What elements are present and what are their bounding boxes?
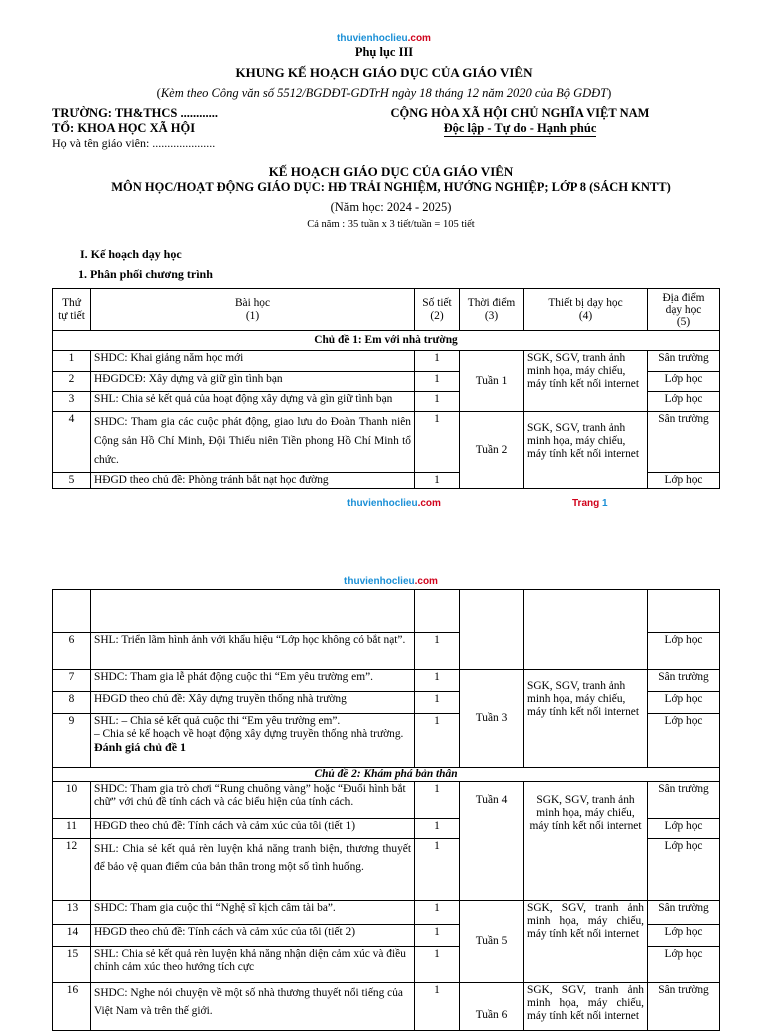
col-header-time: Thời điểm (3) xyxy=(460,289,524,331)
col-header-lesson: Bài học (1) xyxy=(91,289,415,331)
republic-heading: CỘNG HÒA XÃ HỘI CHỦ NGHĨA VIỆT NAM xyxy=(390,106,650,120)
appendix-label: Phụ lục III xyxy=(354,45,414,59)
program-table-page2 xyxy=(52,589,720,1031)
watermark-top-page2: thuvienhoclieu.com xyxy=(344,576,438,587)
subsection-heading: 1. Phân phối chương trình xyxy=(78,267,213,281)
table-row: 14 HĐGD theo chủ đề: Tính cách và cảm xúc của tôi (tiết 2) 1 Lớp học xyxy=(53,925,720,947)
department-name: TỔ: KHOA HỌC XÃ HỘI xyxy=(52,121,196,135)
page-number: Trang 1 xyxy=(572,498,608,509)
col-header-equipment: Thiết bị dạy học (4) xyxy=(524,289,648,331)
table-row: 15 SHL: Chia sẻ kết quả rèn luyện khả năng nhận diện cảm xúc và điều chỉnh cảm xúc theo hướng tích cực 1 Lớp học xyxy=(53,947,720,983)
topic-row: Chủ đề 1: Em với nhà trường xyxy=(53,331,720,351)
motto: Độc lập - Tự do - Hạnh phúc xyxy=(443,121,597,135)
table-row: 4 SHDC: Tham gia các cuộc phát động, giao lưu do Đoàn Thanh niên Cộng sản Hồ Chí Minh, Đội Thiếu niên Tiền phong Hồ Chí Minh tổ chức. 1 Tuần 2 SGK, SGV, tranh ảnh minh họa, máy chiếu, máy tính kết nối internet Sân trường xyxy=(53,412,720,473)
watermark-top: thuvienhoclieu.com xyxy=(337,33,431,44)
topic-row: Chủ đề 2: Khám phá bản thân xyxy=(53,768,720,782)
reference-line: (Kèm theo Công văn số 5512/BGDĐT-GDTrH ngày 18 tháng 12 năm 2020 của Bộ GDĐT) xyxy=(156,86,612,100)
table-row: 3 SHL: Chia sẻ kết quả của hoạt động xây dựng và gìn giữ tình bạn 1 Lớp học xyxy=(53,392,720,412)
table-row: 5 HĐGD theo chủ đề: Phòng tránh bắt nạt học đường 1 Lớp học xyxy=(53,473,720,489)
teacher-name: Họ và tên giáo viên: ..................... xyxy=(52,136,216,150)
table-row: 12 SHL: Chia sẻ kết quả rèn luyện khả năng tranh biện, thương thuyết để bảo vệ quan điểm của bản thân trong một số tình huống. 1 Lớp học xyxy=(53,839,720,901)
table-row: 6 SHL: Triển lãm hình ảnh với khẩu hiệu “Lớp học không có bắt nạt”. 1 Lớp học xyxy=(53,633,720,670)
school-name: TRƯỜNG: TH&THCS ............ xyxy=(52,106,218,120)
program-table-page1 xyxy=(52,288,720,489)
table-row: 13 SHDC: Tham gia cuộc thi “Nghệ sĩ kịch câm tài ba”. 1 Tuần 5 SGK, SGV, tranh ảnh minh họa, máy chiếu, máy tính kết nối internet Sân trường xyxy=(53,901,720,925)
col-header-stt: Thứ tự tiết xyxy=(53,289,91,331)
table-row: 10 SHDC: Tham gia trò chơi “Rung chuông vàng” hoặc “Đuổi hình bắt chữ” với chủ đề tính cách và các biểu hiện của tính cách. 1 Tuần 4 SGK, SGV, tranh ảnh minh họa, máy chiếu, máy tính kết nối internet Sân trường xyxy=(53,782,720,819)
col-header-place: Địa điểm dạy học (5) xyxy=(648,289,720,331)
table-row: 1 SHDC: Khai giảng năm học mới 1 Tuần 1 SGK, SGV, tranh ảnh minh họa, máy chiếu, máy tính kết nối internet Sân trường xyxy=(53,351,720,372)
table-row-empty xyxy=(53,590,720,633)
table-row: 16 SHDC: Nghe nói chuyện về một số nhà thương thuyết nổi tiếng của Việt Nam và trên thế giới. 1 Tuần 6 SGK, SGV, tranh ảnh minh họa, máy chiếu, máy tính kết nối internet Sân trường xyxy=(53,983,720,1031)
section-heading: I. Kế hoạch dạy học xyxy=(80,247,182,261)
table-row: 7 SHDC: Tham gia lễ phát động cuộc thi “Em yêu trường em”. 1 Tuần 3 SGK, SGV, tranh ảnh minh họa, máy chiếu, máy tính kết nối internet Sân trường xyxy=(53,670,720,692)
subject-line: MÔN HỌC/HOẠT ĐỘNG GIÁO DỤC: HĐ TRẢI NGHIỆM, HƯỚNG NGHIỆP; LỚP 8 (SÁCH KNTT) xyxy=(111,180,671,194)
school-year: (Năm học: 2024 - 2025) xyxy=(330,200,452,214)
table-row: 2 HĐGDCĐ: Xây dựng và giữ gìn tình bạn 1 Lớp học xyxy=(53,372,720,392)
table-row: 9 SHL: – Chia sẻ kết quả cuộc thi “Em yêu trường em”. – Chia sẻ kế hoạch về hoạt động xây dựng truyền thống nhà trường. Đánh giá chủ đề 1 1 Lớp học xyxy=(53,714,720,768)
plan-title: KẾ HOẠCH GIÁO DỤC CỦA GIÁO VIÊN xyxy=(268,164,514,179)
frame-title: KHUNG KẾ HOẠCH GIÁO DỤC CỦA GIÁO VIÊN xyxy=(235,65,533,80)
watermark-footer: thuvienhoclieu.com xyxy=(347,498,441,509)
table-row: 8 HĐGD theo chủ đề: Xây dựng truyền thống nhà trường 1 Lớp học xyxy=(53,692,720,714)
total-periods: Cả năm : 35 tuần x 3 tiết/tuần = 105 tiết xyxy=(307,219,475,230)
table-header-row xyxy=(53,289,720,331)
table-row: 11 HĐGD theo chủ đề: Tính cách và cảm xúc của tôi (tiết 1) 1 Lớp học xyxy=(53,819,720,839)
col-header-periods: Số tiết (2) xyxy=(415,289,460,331)
